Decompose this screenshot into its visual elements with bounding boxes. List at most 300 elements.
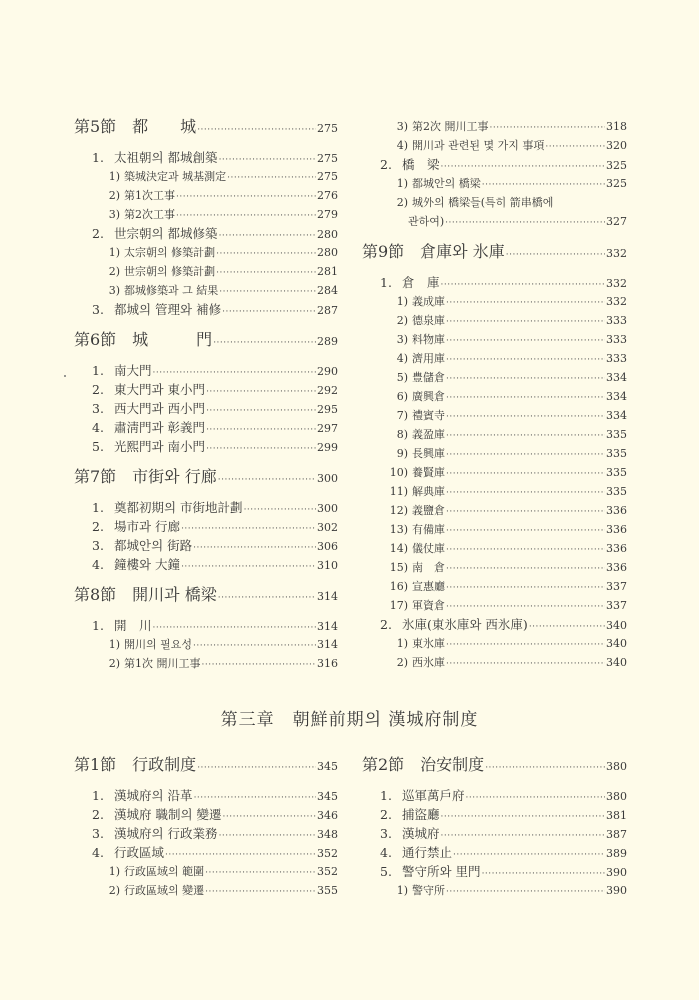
leader-dots	[213, 328, 316, 358]
entry-label	[92, 361, 152, 380]
toc-section-heading[interactable]	[74, 750, 338, 780]
leader-dots	[466, 789, 605, 808]
leader-dots	[446, 389, 605, 408]
toc-entry[interactable]	[74, 281, 338, 300]
toc-entry[interactable]	[362, 862, 627, 881]
page-number: 325	[606, 159, 627, 172]
toc-column-lower-left	[74, 750, 338, 900]
entry-title: 巡軍萬戶府	[402, 788, 465, 803]
entry-label	[100, 262, 215, 281]
toc-entry[interactable]	[362, 615, 627, 634]
entry-title: 捕盜廳	[402, 807, 440, 822]
entry-number: 2)	[396, 196, 408, 209]
toc-entry[interactable]	[74, 862, 338, 881]
leader-dots	[181, 520, 316, 539]
toc-entry[interactable]	[74, 498, 338, 517]
leader-dots	[206, 383, 316, 402]
page-number: 352	[317, 865, 338, 878]
entry-label	[388, 406, 445, 425]
toc-entry[interactable]	[74, 843, 338, 862]
entry-title: 都城修築과 그 結果	[124, 284, 219, 297]
leader-dots	[202, 656, 317, 675]
entry-title: 義鹽倉	[412, 504, 445, 517]
entry-title: 有備庫	[412, 523, 445, 536]
entry-label	[92, 824, 218, 843]
page-number: 280	[317, 246, 338, 259]
toc-column-lower-right	[362, 750, 627, 900]
entry-title: 城外의 橋梁들(특히 箭串橋에	[412, 196, 554, 209]
entry-label	[100, 186, 175, 205]
entry-title: 解典庫	[412, 485, 445, 498]
leader-dots	[446, 465, 605, 484]
entry-number: 1)	[108, 170, 120, 183]
toc-entry[interactable]	[74, 418, 338, 437]
page-number: 345	[317, 790, 338, 803]
entry-label	[92, 805, 222, 824]
entry-label	[92, 380, 205, 399]
page-number: 340	[606, 637, 627, 650]
entry-title: 義成庫	[412, 295, 445, 308]
leader-dots	[216, 245, 316, 264]
entry-title: 鐘樓와 大鐘	[114, 557, 181, 572]
entry-title: 都城의 管理와 補修	[114, 302, 222, 317]
leader-dots	[446, 370, 605, 389]
toc-section-heading[interactable]	[74, 462, 338, 492]
entry-number: 15)	[389, 561, 408, 574]
page-number: 346	[317, 809, 338, 822]
page-number: 314	[317, 620, 338, 633]
toc-entry[interactable]	[362, 311, 627, 330]
leader-dots	[193, 637, 316, 656]
toc-entry[interactable]	[74, 805, 338, 824]
entry-label	[92, 498, 243, 517]
page-number: 275	[317, 152, 338, 165]
page-number: 387	[606, 828, 627, 841]
entry-title: 開川의 필요성	[124, 638, 193, 651]
toc-entry[interactable]	[362, 349, 627, 368]
entry-title: 行政區域	[114, 845, 165, 860]
print-speck	[64, 375, 66, 377]
entry-label	[388, 387, 445, 406]
toc-entry[interactable]	[362, 444, 627, 463]
entry-title: 儀仗庫	[412, 542, 445, 555]
page-number: 289	[317, 335, 338, 348]
entry-number: 4)	[396, 352, 408, 365]
leader-dots	[445, 214, 605, 233]
leader-dots	[205, 864, 316, 883]
entry-title: 料物庫	[412, 333, 445, 346]
entry-title: 西氷庫	[412, 656, 445, 669]
page-number: 390	[606, 884, 627, 897]
entry-number: 5)	[396, 371, 408, 384]
leader-dots	[219, 227, 316, 246]
leader-dots	[193, 539, 316, 558]
page-number: 316	[317, 657, 338, 670]
page-number: 275	[317, 122, 338, 135]
entry-title: 警守所와 里門	[402, 864, 481, 879]
entry-number: 4.	[92, 557, 104, 572]
entry-title: 第9節 倉庫와 氷庫	[362, 242, 505, 261]
entry-label	[100, 654, 201, 673]
entry-label	[100, 243, 215, 262]
toc-entry[interactable]	[74, 635, 338, 654]
page-number: 290	[317, 365, 338, 378]
toc-entry[interactable]	[74, 380, 338, 399]
toc-entry[interactable]	[74, 881, 338, 900]
page-number: 335	[606, 466, 627, 479]
toc-entry[interactable]	[74, 616, 338, 635]
toc-entry[interactable]	[74, 262, 338, 281]
leader-dots	[206, 440, 316, 459]
entry-title: 開 川	[114, 618, 152, 633]
toc-entry[interactable]	[362, 482, 627, 501]
toc-entry[interactable]	[74, 224, 338, 243]
leader-dots	[482, 865, 605, 884]
page-number: 327	[606, 215, 627, 228]
entry-title: 行政區域의 範圍	[124, 865, 205, 878]
entry-label	[380, 615, 528, 634]
toc-entry[interactable]	[362, 520, 627, 539]
leader-dots	[446, 522, 605, 541]
entry-title: 東大門과 東小門	[114, 382, 206, 397]
entry-label	[388, 881, 445, 900]
entry-label	[388, 539, 445, 558]
entry-number: 12)	[389, 504, 408, 517]
entry-number: 13)	[389, 523, 408, 536]
leader-dots	[219, 283, 316, 302]
toc-entry[interactable]	[362, 463, 627, 482]
entry-title: 第8節 開川과 橋梁	[74, 585, 217, 604]
entry-label	[362, 750, 484, 780]
entry-label	[92, 786, 193, 805]
page-number: 381	[606, 809, 627, 822]
entry-label	[388, 136, 544, 155]
toc-entry[interactable]	[362, 501, 627, 520]
entry-label	[388, 596, 445, 615]
entry-title: 廣興倉	[412, 390, 445, 403]
entry-number: 8)	[396, 428, 408, 441]
entry-number: 1)	[396, 884, 408, 897]
toc-entry[interactable]	[362, 786, 627, 805]
entry-number: 1)	[396, 177, 408, 190]
entry-label	[380, 786, 465, 805]
leader-dots	[219, 827, 316, 846]
entry-label	[92, 300, 221, 319]
entry-title: 관하여)	[408, 215, 445, 228]
entry-title: 第2次工事	[124, 208, 175, 221]
entry-number: 9)	[396, 447, 408, 460]
entry-title: 德泉庫	[412, 314, 445, 327]
entry-title: 南 倉	[412, 561, 445, 574]
leader-dots	[446, 294, 605, 313]
leader-dots	[441, 827, 605, 846]
entry-label	[74, 325, 212, 355]
entry-number: 2)	[108, 189, 120, 202]
entry-title: 築城決定과 城基測定	[124, 170, 227, 183]
page-number: 333	[606, 333, 627, 346]
entry-title: 警守所	[412, 884, 445, 897]
entry-label	[388, 292, 445, 311]
toc-entry[interactable]	[74, 243, 338, 262]
entry-label	[388, 558, 445, 577]
entry-title: 漢城府	[402, 826, 440, 841]
entry-title: 養賢庫	[412, 466, 445, 479]
toc-entry[interactable]	[74, 186, 338, 205]
toc-entry[interactable]	[362, 539, 627, 558]
toc-entry[interactable]	[74, 555, 338, 574]
entry-number: 3)	[108, 284, 120, 297]
entry-number: 10)	[389, 466, 408, 479]
leader-dots	[545, 138, 605, 157]
toc-entry[interactable]	[362, 273, 627, 292]
toc-entry[interactable]	[74, 437, 338, 456]
toc-entry[interactable]	[362, 824, 627, 843]
entry-label	[388, 174, 481, 193]
entry-title: 漢城府 職制의 變遷	[114, 807, 222, 822]
entry-label	[74, 462, 217, 492]
entry-label	[100, 862, 204, 881]
entry-label	[408, 212, 444, 231]
entry-label	[362, 237, 505, 267]
toc-entry[interactable]	[362, 174, 627, 193]
entry-label	[100, 281, 218, 300]
entry-number: 2)	[396, 314, 408, 327]
entry-label	[388, 117, 489, 136]
page-number: 337	[606, 599, 627, 612]
entry-label	[92, 536, 192, 555]
leader-dots	[222, 303, 316, 322]
chapter-heading: 第三章 朝鮮前期의 漢城府制度	[220, 710, 479, 730]
entry-number: 2)	[108, 657, 120, 670]
entry-label	[100, 881, 204, 900]
entry-label	[74, 580, 217, 610]
toc-section-heading[interactable]	[74, 325, 338, 355]
entry-number: 3)	[396, 120, 408, 133]
toc-section-heading[interactable]	[362, 237, 627, 267]
entry-number: 3.	[92, 401, 104, 416]
leader-dots	[206, 402, 316, 421]
entry-number: 1)	[396, 295, 408, 308]
page-number: 340	[606, 656, 627, 669]
entry-title: 濟用庫	[412, 352, 445, 365]
entry-number: 1)	[108, 638, 120, 651]
entry-number: 1.	[92, 500, 104, 515]
page-number: 332	[606, 295, 627, 308]
page-number: 306	[317, 540, 338, 553]
leader-dots	[218, 465, 316, 495]
entry-label	[388, 425, 445, 444]
entry-number: 4)	[396, 139, 408, 152]
leader-dots	[205, 883, 316, 902]
entry-number: 2.	[92, 519, 104, 534]
entry-number: 1)	[396, 637, 408, 650]
entry-title: 行政區域의 變遷	[124, 884, 205, 897]
toc-entry[interactable]	[362, 292, 627, 311]
toc-entry-wrapped[interactable]	[362, 193, 627, 212]
entry-title: 氷庫(東氷庫와 西氷庫)	[402, 617, 528, 632]
page-number: 380	[606, 790, 627, 803]
toc-entry[interactable]	[74, 654, 338, 673]
entry-label	[92, 555, 180, 574]
entry-number: 5.	[92, 439, 104, 454]
entry-number: 4.	[380, 845, 392, 860]
entry-label	[388, 463, 445, 482]
entry-title: 軍資倉	[412, 599, 445, 612]
page-number: 337	[606, 580, 627, 593]
entry-title: 太宗朝의 修築計劃	[124, 246, 216, 259]
toc-entry[interactable]	[362, 136, 627, 155]
toc-entry[interactable]	[362, 155, 627, 174]
entry-label	[388, 311, 445, 330]
toc-entry[interactable]	[362, 577, 627, 596]
page-number: 300	[317, 472, 338, 485]
entry-label	[380, 155, 440, 174]
entry-number: 3.	[92, 826, 104, 841]
toc-entry[interactable]	[362, 117, 627, 136]
entry-number: 16)	[389, 580, 408, 593]
toc-entry[interactable]	[362, 634, 627, 653]
toc-entry[interactable]	[74, 824, 338, 843]
toc-entry[interactable]	[74, 399, 338, 418]
page-number: 335	[606, 447, 627, 460]
toc-entry[interactable]	[362, 843, 627, 862]
entry-label	[380, 273, 440, 292]
entry-label	[380, 862, 481, 881]
entry-label	[92, 148, 218, 167]
page-number: 348	[317, 828, 338, 841]
entry-number: 1.	[380, 275, 392, 290]
entry-title: 第2次 開川工事	[412, 120, 489, 133]
entry-title: 橋 梁	[402, 157, 440, 172]
entry-title: 宣惠廳	[412, 580, 445, 593]
toc-entry[interactable]	[362, 653, 627, 672]
toc-entry[interactable]	[362, 330, 627, 349]
leader-dots	[176, 188, 316, 207]
entry-number: 2)	[396, 656, 408, 669]
page-number: 280	[317, 228, 338, 241]
leader-dots	[446, 484, 605, 503]
page-number: 335	[606, 428, 627, 441]
leader-dots	[446, 446, 605, 465]
entry-number: 2.	[92, 226, 104, 241]
entry-title: 第5節 都 城	[74, 117, 197, 136]
page-number: 300	[317, 502, 338, 515]
page-number: 318	[606, 120, 627, 133]
leader-dots	[446, 503, 605, 522]
toc-entry[interactable]	[362, 368, 627, 387]
toc-entry[interactable]	[362, 805, 627, 824]
entry-label	[92, 616, 152, 635]
toc-entry[interactable]	[362, 406, 627, 425]
toc-entry[interactable]	[362, 881, 627, 900]
toc-entry[interactable]	[74, 300, 338, 319]
leader-dots	[446, 332, 605, 351]
entry-number: 2.	[92, 382, 104, 397]
entry-number: 11)	[389, 485, 408, 498]
toc-entry[interactable]	[74, 167, 338, 186]
page-number: 336	[606, 542, 627, 555]
page-number: 325	[606, 177, 627, 190]
page-number: 332	[606, 277, 627, 290]
toc-section-heading[interactable]	[362, 750, 627, 780]
entry-number: 3)	[108, 208, 120, 221]
entry-title: 第6節 城 門	[74, 330, 213, 349]
entry-title: 義盈庫	[412, 428, 445, 441]
leader-dots	[197, 753, 316, 783]
entry-label	[92, 399, 205, 418]
toc-entry[interactable]	[362, 387, 627, 406]
page-number: 333	[606, 352, 627, 365]
page-number: 302	[317, 521, 338, 534]
toc-section-heading[interactable]	[74, 580, 338, 610]
toc-entry[interactable]	[74, 148, 338, 167]
entry-label	[380, 843, 452, 862]
toc-entry[interactable]	[74, 786, 338, 805]
entry-number: 2)	[108, 884, 120, 897]
toc-column-upper-right	[362, 117, 627, 672]
toc-section-heading[interactable]	[74, 112, 338, 142]
page-number: 336	[606, 561, 627, 574]
toc-entry[interactable]	[362, 596, 627, 615]
toc-entry[interactable]	[362, 558, 627, 577]
entry-number: 1.	[92, 363, 104, 378]
entry-title: 漢城府의 沿革	[114, 788, 193, 803]
page-number: 314	[317, 638, 338, 651]
entry-title: 場市과 行廊	[114, 519, 181, 534]
entry-label	[388, 444, 445, 463]
toc-entry[interactable]	[74, 536, 338, 555]
entry-number: 3.	[92, 302, 104, 317]
page-number: 333	[606, 314, 627, 327]
entry-title: 禮賓寺	[412, 409, 445, 422]
page-number: 297	[317, 422, 338, 435]
entry-title: 第1次 開川工事	[124, 657, 201, 670]
leader-dots	[181, 558, 316, 577]
leader-dots	[446, 579, 605, 598]
entry-number: 3.	[380, 826, 392, 841]
entry-number: 5.	[380, 864, 392, 879]
toc-entry[interactable]	[362, 212, 627, 231]
page-number: 279	[317, 208, 338, 221]
entry-label	[92, 437, 205, 456]
entry-title: 第7節 市街와 行廊	[74, 467, 217, 486]
entry-number: 7)	[396, 409, 408, 422]
page-number: 320	[606, 139, 627, 152]
leader-dots	[446, 541, 605, 560]
page-number: 284	[317, 284, 338, 297]
toc-entry[interactable]	[74, 517, 338, 536]
leader-dots	[446, 655, 605, 674]
entry-title: 世宗朝의 都城修築	[114, 226, 218, 241]
toc-entry[interactable]	[74, 205, 338, 224]
leader-dots	[219, 151, 316, 170]
entry-number: 14)	[389, 542, 408, 555]
entry-label	[388, 482, 445, 501]
entry-label	[388, 349, 445, 368]
toc-entry[interactable]	[362, 425, 627, 444]
leader-dots	[223, 808, 316, 827]
entry-title: 第1次工事	[124, 189, 175, 202]
entry-label	[388, 330, 445, 349]
page-number: 345	[317, 760, 338, 773]
entry-number: 3)	[396, 333, 408, 346]
leader-dots	[446, 408, 605, 427]
leader-dots	[529, 618, 605, 637]
entry-label	[92, 517, 180, 536]
toc-entry[interactable]	[74, 361, 338, 380]
leader-dots	[244, 501, 316, 520]
leader-dots	[446, 427, 605, 446]
